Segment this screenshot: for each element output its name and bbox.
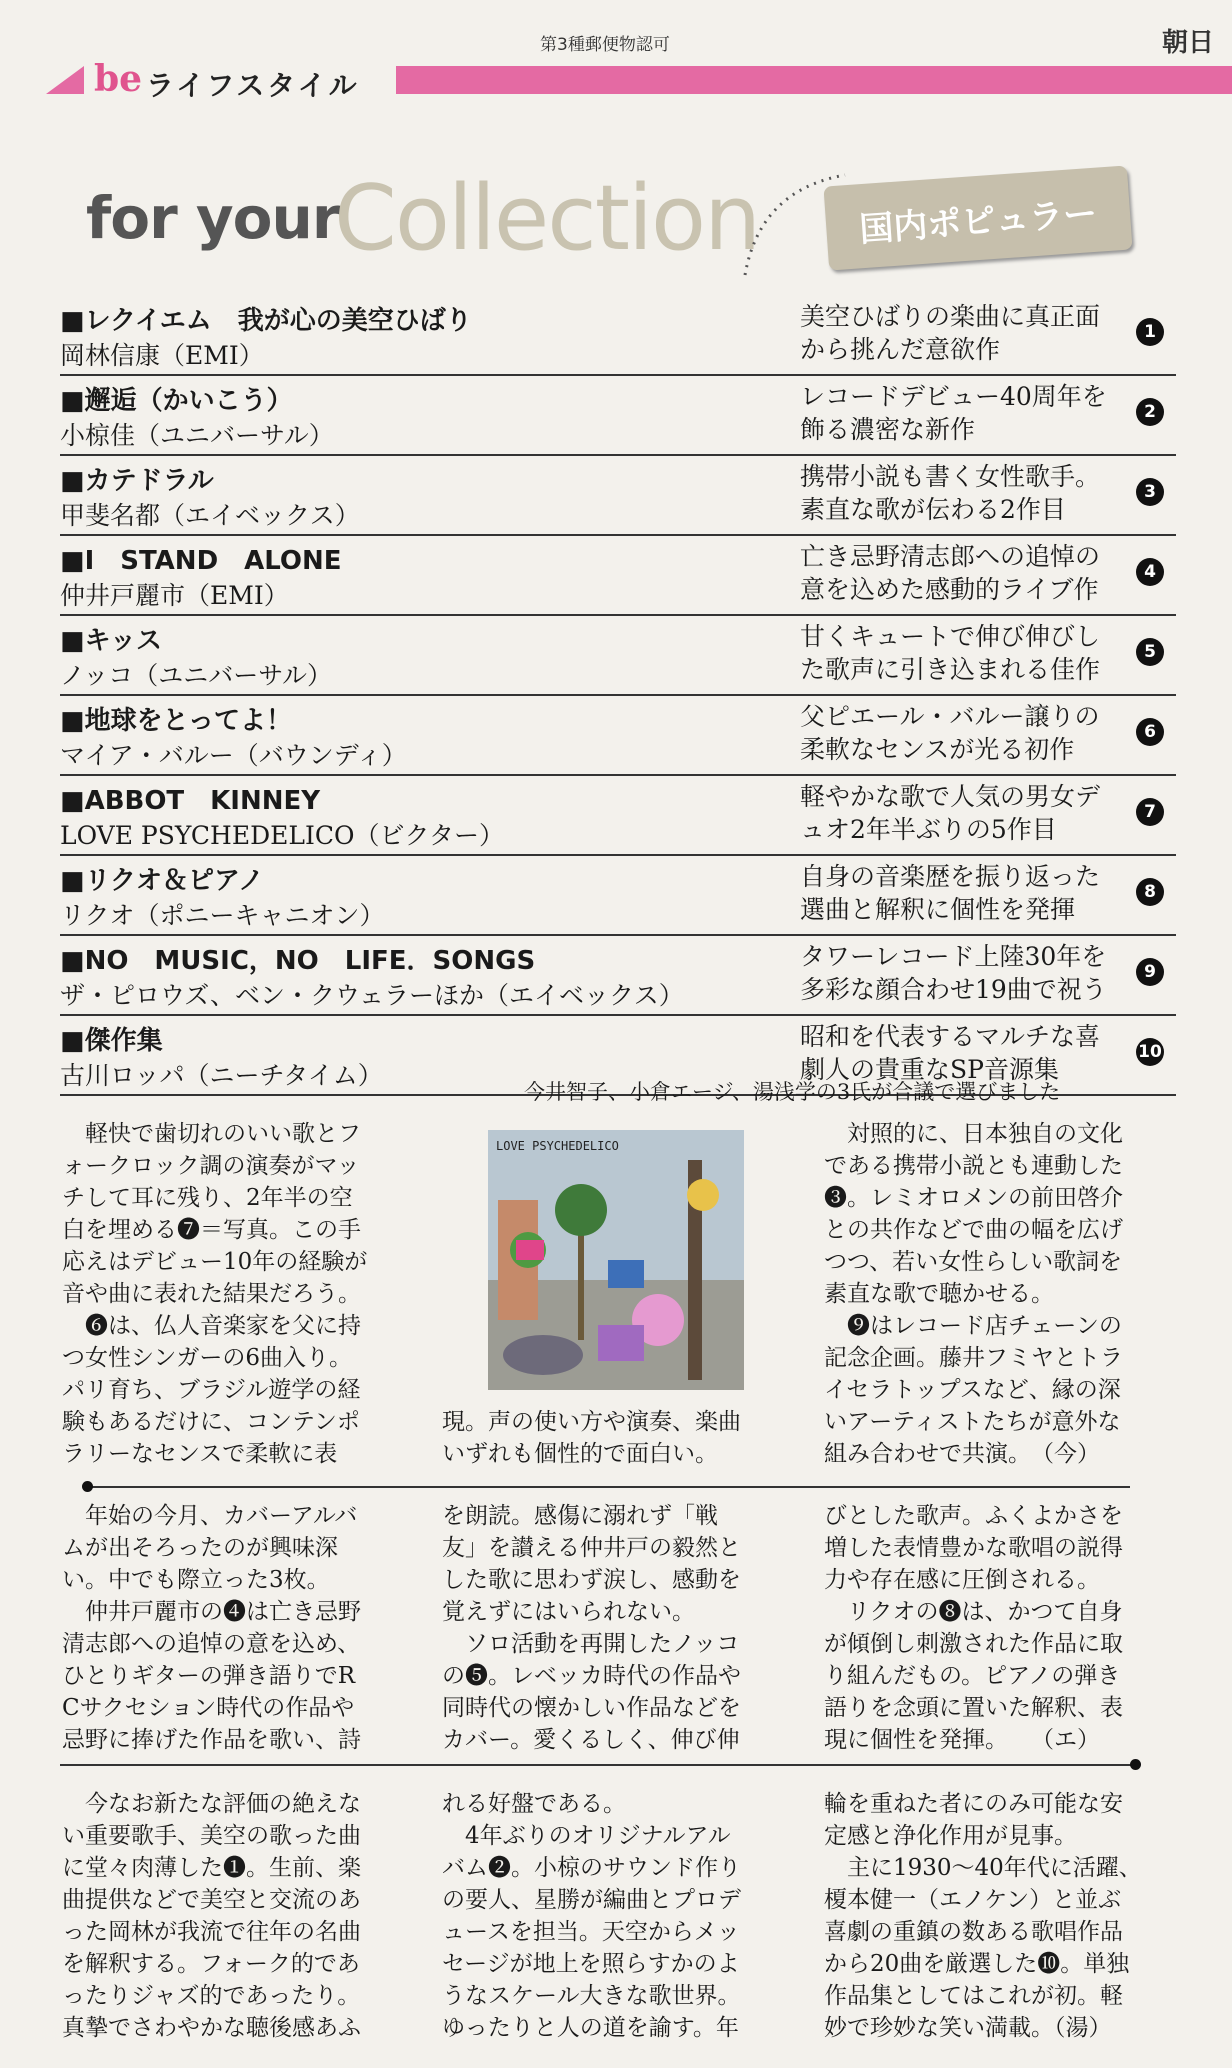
pick-number-badge: 1 — [1136, 318, 1164, 346]
article3-col2: れる好盤である。 4年ぶりのオリジナルアル バム❷。小椋のサウンド作り の要人、星勝が編曲とプロデ ュースを担当。天空からメッ セージが地上を照らすかのよ うなスケール大きな歌世界。 ゆったりと人の道を諭す。年 — [442, 1791, 741, 2041]
pick-description: タワーレコード上陸30年を 多彩な顔合わせ19曲で祝う — [800, 942, 1107, 1004]
pick-row — [60, 856, 1176, 936]
postal-note: 第3種郵便物認可 — [540, 35, 670, 55]
pick-artist: 岡林信康（EMI） — [60, 341, 264, 370]
feature-title-part1: for your — [86, 184, 340, 252]
album-cover-label: LOVE PSYCHEDELICO — [496, 1139, 619, 1153]
pick-title: ■カテドラル — [60, 466, 214, 496]
album-cover-art — [488, 1130, 744, 1390]
pick-number-badge: 6 — [1136, 718, 1164, 746]
pick-number-badge: 3 — [1136, 478, 1164, 506]
pick-row — [60, 696, 1176, 776]
pick-description: 父ピエール・バルー譲りの 柔軟なセンスが光る初作 — [800, 702, 1100, 764]
article2-col2: を朗読。感傷に溺れず「戦 友」を讃える仲井戸の毅然と した歌に思わず涙し、感動を 覚えずにはいられない。 ソロ活動を再開したノッコ の❺。レベッカ時代の作品や 同時代の懐かしい作品などを カバー。愛くるしく、伸び伸 — [442, 1503, 741, 1753]
pick-row — [60, 376, 1176, 456]
pick-row — [60, 296, 1176, 376]
pick-title: ■傑作集 — [60, 1026, 163, 1056]
article1-col3: 対照的に、日本独自の文化 である携帯小説とも連動した ❸。レミオロメンの前田啓介 との共作などで曲の幅を広げ つつ、若い女性らしい歌詞を 素直な歌で聴かせる。 ❾はレコード店チェーンの 記念企画。藤井フミヤとトラ イセラトップスなど、縁の深 いアーティストたちが意外な 組み合わせで共演。 （今） — [824, 1121, 1123, 1467]
genre-badge — [823, 165, 1132, 270]
pick-row — [60, 936, 1176, 1016]
divider-dot — [82, 1481, 93, 1492]
article1-col2: 現。声の使い方や演奏、楽曲 いずれも個性的で面白い。 — [442, 1409, 741, 1467]
paper-name: 朝日 — [1161, 28, 1214, 58]
pick-description: レコードデビュー40周年を 飾る濃密な新作 — [800, 382, 1107, 444]
feature-title-part2: Collection — [334, 166, 760, 271]
pick-description: 携帯小説も書く女性歌手。 素直な歌が伝わる2作目 — [800, 462, 1101, 524]
article1-col1: 軽快で歯切れのいい歌とフ ォークロック調の演奏がマッ チして耳に残り、2年半の空 白を埋める❼＝写真。この手 応えはデビュー10年の経験が 音や曲に表れた結果だろう。 ❻は、仏人音楽家を父に持 つ女性シンガーの6曲入り。 パリ育ち、ブラジル遊学の経 験もあるだけに、コンテンポ ラリーなセンスで柔軟に表 — [62, 1121, 368, 1467]
pick-description: 自身の音楽歴を振り返った 選曲と解釈に個性を発揮 — [800, 862, 1101, 924]
selectors-credit: 今井智子、小倉エージ、湯浅学の3氏が合議で選びました — [524, 1080, 1061, 1104]
album-cover-photo — [488, 1130, 744, 1390]
pick-title: ■邂逅（かいこう） — [60, 386, 293, 416]
genre-badge-label: 国内ポピュラー — [858, 193, 1099, 250]
article2-col3: びとした歌声。ふくよかさを 増した表情豊かな歌唱の説得 力や存在感に圧倒される。 リクオの❽は、かつて自身 が傾倒し刺激された作品に取 り組んだもの。ピアノの弾き 語りを念頭に置いた解釈、表 現に個性を発揮。 （エ） — [824, 1503, 1123, 1753]
pick-artist: ザ・ピロウズ、ベン・クウェラーほか（エイベックス） — [60, 981, 684, 1010]
pick-title: ■リクオ＆ピアノ — [60, 866, 264, 896]
article-divider-1 — [86, 1486, 1130, 1488]
pick-artist: 小椋佳（ユニバーサル） — [60, 421, 334, 450]
section-brand: be — [94, 58, 143, 100]
pick-artist: 古川ロッパ（ニーチタイム） — [60, 1061, 383, 1090]
pick-description: 亡き忌野清志郎への追悼の 意を込めた感動的ライブ作 — [800, 542, 1101, 604]
pick-title: ■ABBOT KINNEY — [60, 786, 321, 816]
pick-number-badge: 4 — [1136, 558, 1164, 586]
pick-title: ■地球をとってよ！ — [60, 706, 293, 736]
pick-number-badge: 5 — [1136, 638, 1164, 666]
picks-list — [60, 296, 1176, 1096]
article2-col1: 年始の今月、カバーアルバ ムが出そろったのが興味深 い。中でも際立った3枚。 仲井戸麗市の❹は亡き忌野 清志郎への追悼の意を込め、 ひとりギターの弾き語りでR Cサクセション時代の作品や 忌野に捧げた作品を歌い、詩 — [62, 1503, 361, 1753]
pick-number-badge: 10 — [1136, 1038, 1164, 1066]
pick-description: 軽やかな歌で人気の男女デ ュオ2年半ぶりの5作目 — [800, 782, 1101, 844]
pick-artist: 甲斐名都（エイベックス） — [60, 501, 360, 530]
pick-number-badge: 8 — [1136, 878, 1164, 906]
pick-title: ■キッス — [60, 626, 163, 656]
pick-title: ■レクイエム 我が心の美空ひばり — [60, 306, 472, 336]
section-triangle — [46, 66, 84, 94]
section-title: ライフスタイル — [146, 69, 360, 102]
pick-number-badge: 9 — [1136, 958, 1164, 986]
article-divider-2 — [60, 1764, 1140, 1766]
article3-col3: 輪を重ねた者にのみ可能な安 定感と浄化作用が見事。 主に1930～40年代に活躍、 榎本健一（エノケン）と並ぶ 喜劇の重鎮の数ある歌唱作品 から20曲を厳選した❿。単独 作品集としてはこれが初。軽 妙で珍妙な笑い満載。（湯） — [824, 1791, 1142, 2041]
pick-row — [60, 776, 1176, 856]
pick-description: 美空ひばりの楽曲に真正面 から挑んだ意欲作 — [800, 302, 1101, 364]
pick-title: ■NO MUSIC，NO LIFE．SONGS — [60, 946, 536, 976]
divider-dot — [1130, 1759, 1141, 1770]
pick-artist: 仲井戸麗市（EMI） — [60, 581, 289, 610]
pick-artist: LOVE PSYCHEDELICO（ビクター） — [60, 821, 504, 850]
pick-number-badge: 2 — [1136, 398, 1164, 426]
pick-row — [60, 456, 1176, 536]
section-bar — [396, 66, 1232, 94]
pick-number-badge: 7 — [1136, 798, 1164, 826]
pick-artist: リクオ（ポニーキャニオン） — [60, 901, 385, 930]
article3-col1: 今なお新たな評価の絶えな い重要歌手、美空の歌った曲 に堂々肉薄した❶。生前、楽 曲提供などで美空と交流のあ った岡林が我流で往年の名曲 を解釈する。フォーク的であ ったりジャズ的であったり。 真摯でさわやかな聴後感あふ — [62, 1791, 361, 2041]
pick-title: ■I STAND ALONE — [60, 546, 342, 576]
pick-artist: マイア・バルー（バウンディ） — [60, 741, 407, 770]
pick-description: 昭和を代表するマルチな喜 劇人の貴重なSP音源集 — [800, 1022, 1101, 1084]
pick-description: 甘くキュートで伸び伸びし た歌声に引き込まれる佳作 — [800, 622, 1101, 684]
pick-row — [60, 536, 1176, 616]
pick-row — [60, 616, 1176, 696]
pick-artist: ノッコ（ユニバーサル） — [60, 661, 333, 690]
